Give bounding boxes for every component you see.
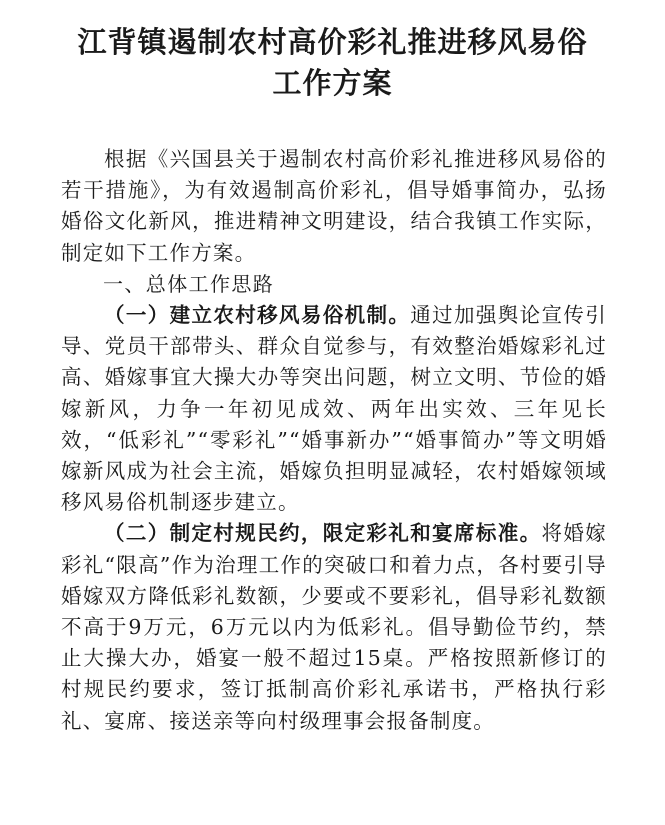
item-2-text: 将婚嫁彩礼“限高”作为治理工作的突破口和着力点，各村要引导婚嫁双方降低彩礼数额，少要或不要彩礼，倡导彩礼数额不高于9万元，6万元以内为低彩礼。倡导勤俭节约，禁止大操大办，婚宴一般不超过15桌。严格按照新修订的村规民约要求，签订抵制高价彩礼承诺书，严格执行彩礼、宴席、接送亲等向村级理事会报备制度。 xyxy=(61,521,607,733)
document-body xyxy=(61,144,607,737)
document-title-line1: 江背镇遏制农村高价彩礼推进移风易俗 xyxy=(77,25,588,59)
intro-paragraph: 根据《兴国县关于遏制农村高价彩礼推进移风易俗的若干措施》，为有效遏制高价彩礼，倡导婚事简办，弘扬婚俗文化新风，推进精神文明建设，结合我镇工作实际，制定如下工作方案。 xyxy=(61,147,607,265)
item-1-paragraph xyxy=(61,300,607,518)
item-1-label: （一）建立农村移风易俗机制。 xyxy=(104,303,411,328)
item-1-text: 通过加强舆论宣传引导、党员干部带头、群众自觉参与，有效整治婚嫁彩礼过高、婚嫁事宜大操大办等突出问题，树立文明、节俭的婚嫁新风，力争一年初见成效、两年出实效、三年见长效，“低彩礼”“零彩礼”“婚事新办”“婚事简办”等文明婚嫁新风成为社会主流，婚嫁负担明显减轻，农村婚嫁领域移风易俗机制逐步建立。 xyxy=(61,303,607,515)
item-2-paragraph xyxy=(61,518,607,736)
document-title-line2: 工作方案 xyxy=(272,66,393,100)
item-2-label: （二）制定村规民约，限定彩礼和宴席标准。 xyxy=(104,521,542,546)
section-heading-1: 一、总体工作思路 xyxy=(103,271,275,296)
